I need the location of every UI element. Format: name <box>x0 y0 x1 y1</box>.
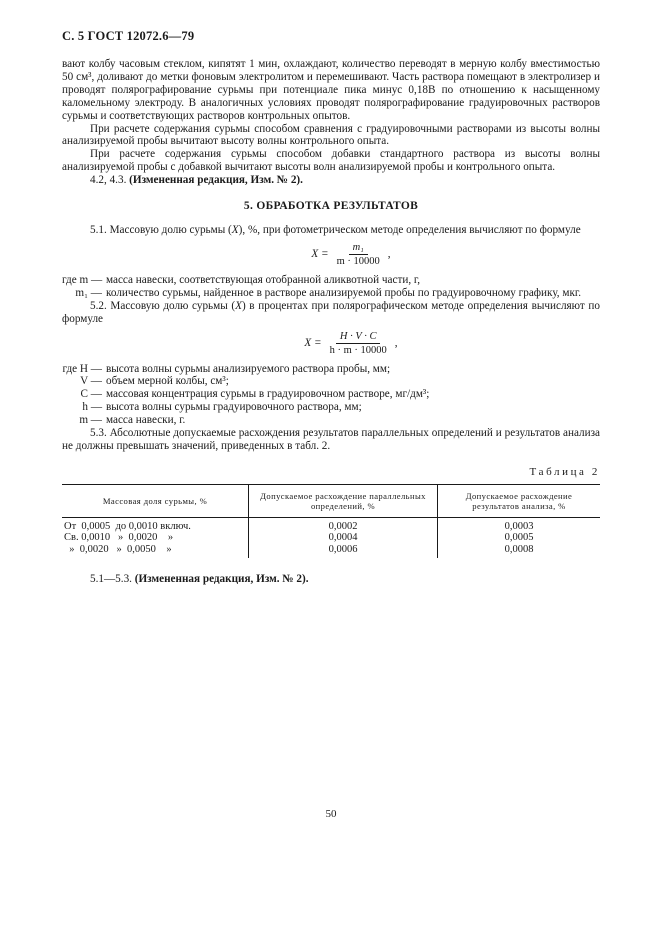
amendment-text: (Измененная редакция, Изм. № 2). <box>129 174 303 187</box>
column-header-results: Допускаемое расхождение результатов анализа, % <box>438 484 601 517</box>
cell-parallel: 0,0002 <box>249 517 438 532</box>
paragraph-continuation: вают колбу часовым стеклом, кипятят 1 мин, охлаждают, количество переводят в мерную колбу вместимостью 50 см³, доливают до метки фоновым электролитом и перемешивают. Часть раствора помещают в электролизер и проводят полярографирование сурьмы при потенциале пика минус 0,18В по отношению к насыщенному каломельному электроду. В аналогичных условиях проводят полярографирование градуировочных растворов сурьмы и соответствующих растворов контрольных опытов. <box>62 58 600 122</box>
formula-polarographic: X = $\frac{H \cdot V \cdot C}{h \cdot m \cdot 10000}$ , <box>304 331 398 356</box>
definition-item: C — массовая концентрация сурьмы в градуировочном растворе, мг/дм³; <box>80 388 430 401</box>
definitions-photometric <box>62 274 600 300</box>
cell-parallel: 0,0006 <box>249 544 438 558</box>
amendment-clause-ref: 4.2, 4.3. <box>90 174 127 187</box>
table-row <box>62 517 600 532</box>
table-row <box>62 532 600 544</box>
column-header-mass-fraction: Массовая доля сурьмы, % <box>62 484 249 517</box>
paragraph-comparison-method: При расчете содержания сурьмы способом сравнения с градуировочными растворами из высоты волны анализируемой пробы вычитают высоту волны контрольного опыта. <box>62 122 600 148</box>
section-title: 5. ОБРАБОТКА РЕЗУЛЬТАТОВ <box>243 200 419 213</box>
definitions-polarographic <box>62 363 600 428</box>
formula-numerator: m₁ <box>349 241 368 255</box>
formula-numerator: H · V · C <box>336 330 381 344</box>
formula-denominator: m · 10000 <box>336 256 380 268</box>
formula-fraction <box>333 241 384 268</box>
definition-item: где m — масса навески, соответствующая отобранной аликвотной части, г, <box>62 273 421 286</box>
formula-lhs: X = <box>304 337 322 350</box>
definition-item: V — объем мерной колбы, см³; <box>80 375 229 388</box>
amendment-note-5 <box>62 573 600 586</box>
definition-item: h — высота волны сурьмы градуировочного раствора, мм; <box>82 401 362 414</box>
cell-range: От 0,0005 до 0,0010 включ. <box>64 520 191 532</box>
formula-denominator: h · m · 10000 <box>329 345 387 356</box>
paragraph-addition-method: При расчете содержания сурьмы способом добавки стандартного раствора из высоты волны анализируемой пробы с добавкой вычитают высоты волн анализируемой пробы и контрольного опыта. <box>62 148 600 174</box>
document-body <box>62 58 600 585</box>
formula-fraction <box>326 330 391 357</box>
definition-item: m₁ — количество сурьмы, найденное в растворе анализируемой пробы по градуировочному графику, мкг. <box>75 286 582 299</box>
formula-lhs: X = <box>311 248 329 261</box>
cell-range: » 0,0020 » 0,0050 » <box>64 543 172 555</box>
formula-photometric: X = $\frac{\text{m₁}}{m \cdot 10000}$ , <box>311 242 391 268</box>
table-caption: Таблица 2 <box>529 465 600 478</box>
table-row <box>62 544 600 558</box>
column-header-parallel: Допускаемое расхождение параллельных определений, % <box>249 484 438 517</box>
clause-5-1: 5.1. Массовую долю сурьмы (X), %, при фотометрическом методе определения вычисляют по формуле <box>90 223 581 236</box>
amendment-clause-ref: 5.1—5.3. <box>90 572 132 585</box>
amendment-note-4 <box>62 174 600 187</box>
clause-5-2: 5.2. Массовую долю сурьмы (X) в процентах при полярографическом методе определения вычисляют по формуле <box>62 299 600 325</box>
cell-parallel: 0,0004 <box>249 532 438 544</box>
page-header: С. 5 ГОСТ 12072.6—79 <box>62 29 195 43</box>
cell-results: 0,0008 <box>438 544 601 558</box>
cell-results: 0,0003 <box>438 517 601 532</box>
amendment-text: (Измененная редакция, Изм. № 2). <box>134 572 309 585</box>
page-number: 50 <box>325 808 337 820</box>
tolerance-table <box>62 484 600 558</box>
cell-results: 0,0005 <box>438 532 601 544</box>
cell-range: Св. 0,0010 » 0,0020 » <box>64 532 174 544</box>
definition-item: m — масса навески, г. <box>79 414 186 427</box>
document-page <box>62 0 600 936</box>
definition-item: где H — высота волны сурьмы анализируемого раствора пробы, мм; <box>62 362 391 375</box>
clause-5-3: 5.3. Абсолютные допускаемые расхождения результатов параллельных определений и результатов анализа не должны превышать значений, приведенных в табл. 2. <box>62 427 600 452</box>
table-header-row <box>62 484 600 517</box>
